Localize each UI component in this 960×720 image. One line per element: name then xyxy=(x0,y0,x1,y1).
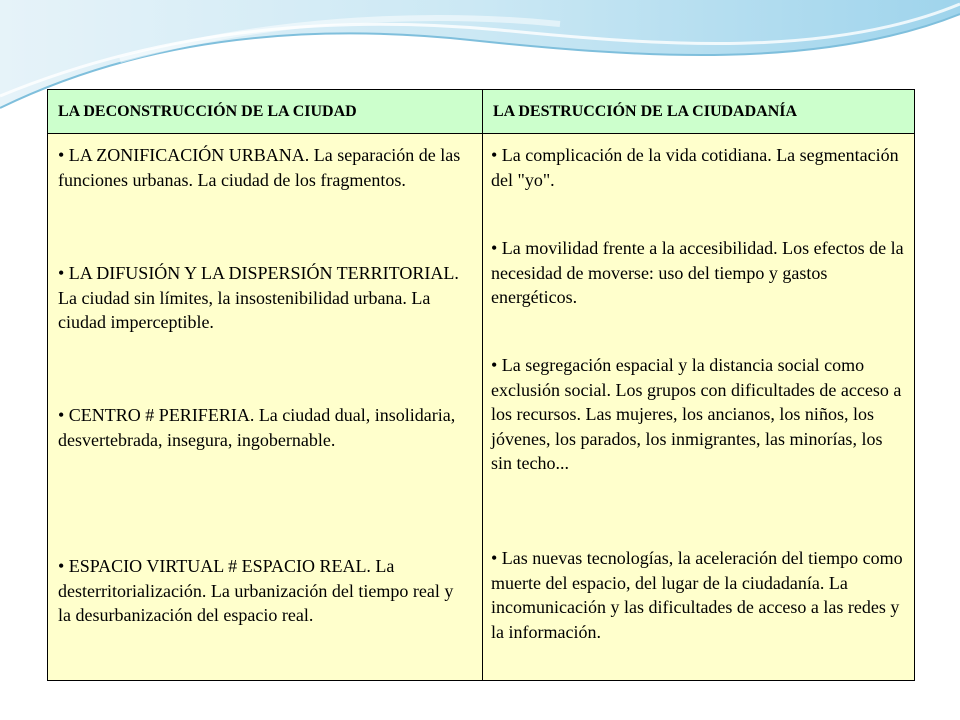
header-deconstruction: LA DECONSTRUCCIÓN DE LA CIUDAD xyxy=(58,103,357,120)
left-item: • LA DIFUSIÓN Y LA DISPERSIÓN TERRITORIAL. La ciudad sin límites, la insostenibilidad urbana. La ciudad imperceptible. xyxy=(58,263,459,333)
left-item: • CENTRO # PERIFERIA. La ciudad dual, insolidaria, desvertebrada, insegura, ingobernable. xyxy=(58,405,456,450)
right-item: • La movilidad frente a la accesibilidad. Los efectos de la necesidad de moverse: uso del tiempo y gastos energéticos. xyxy=(491,238,904,308)
column-divider xyxy=(482,90,483,680)
header-destruction: LA DESTRUCCIÓN DE LA CIUDADANÍA xyxy=(493,103,798,120)
left-item: • LA ZONIFICACIÓN URBANA. La separación de las funciones urbanas. La ciudad de los fragmentos. xyxy=(58,145,461,190)
right-item: • La complicación de la vida cotidiana. La segmentación del "yo". xyxy=(491,145,899,190)
left-item: • ESPACIO VIRTUAL # ESPACIO REAL. La desterritorialización. La urbanización del tiempo real y la desurbanización del espacio real. xyxy=(58,556,454,626)
table-header-row xyxy=(48,90,914,134)
comparison-table xyxy=(47,89,915,681)
right-item: • La segregación espacial y la distancia social como exclusión social. Los grupos con dificultades de acceso a los recursos. Las mujeres, los ancianos, los niños, los jóvenes, los parados, los inmigrantes, las minorías, los sin techo... xyxy=(491,355,902,474)
right-item: • Las nuevas tecnologías, la aceleración del tiempo como muerte del espacio, del lugar de la ciudadanía. La incomunicación y las dificultades de acceso a las redes y la información. xyxy=(491,548,903,642)
